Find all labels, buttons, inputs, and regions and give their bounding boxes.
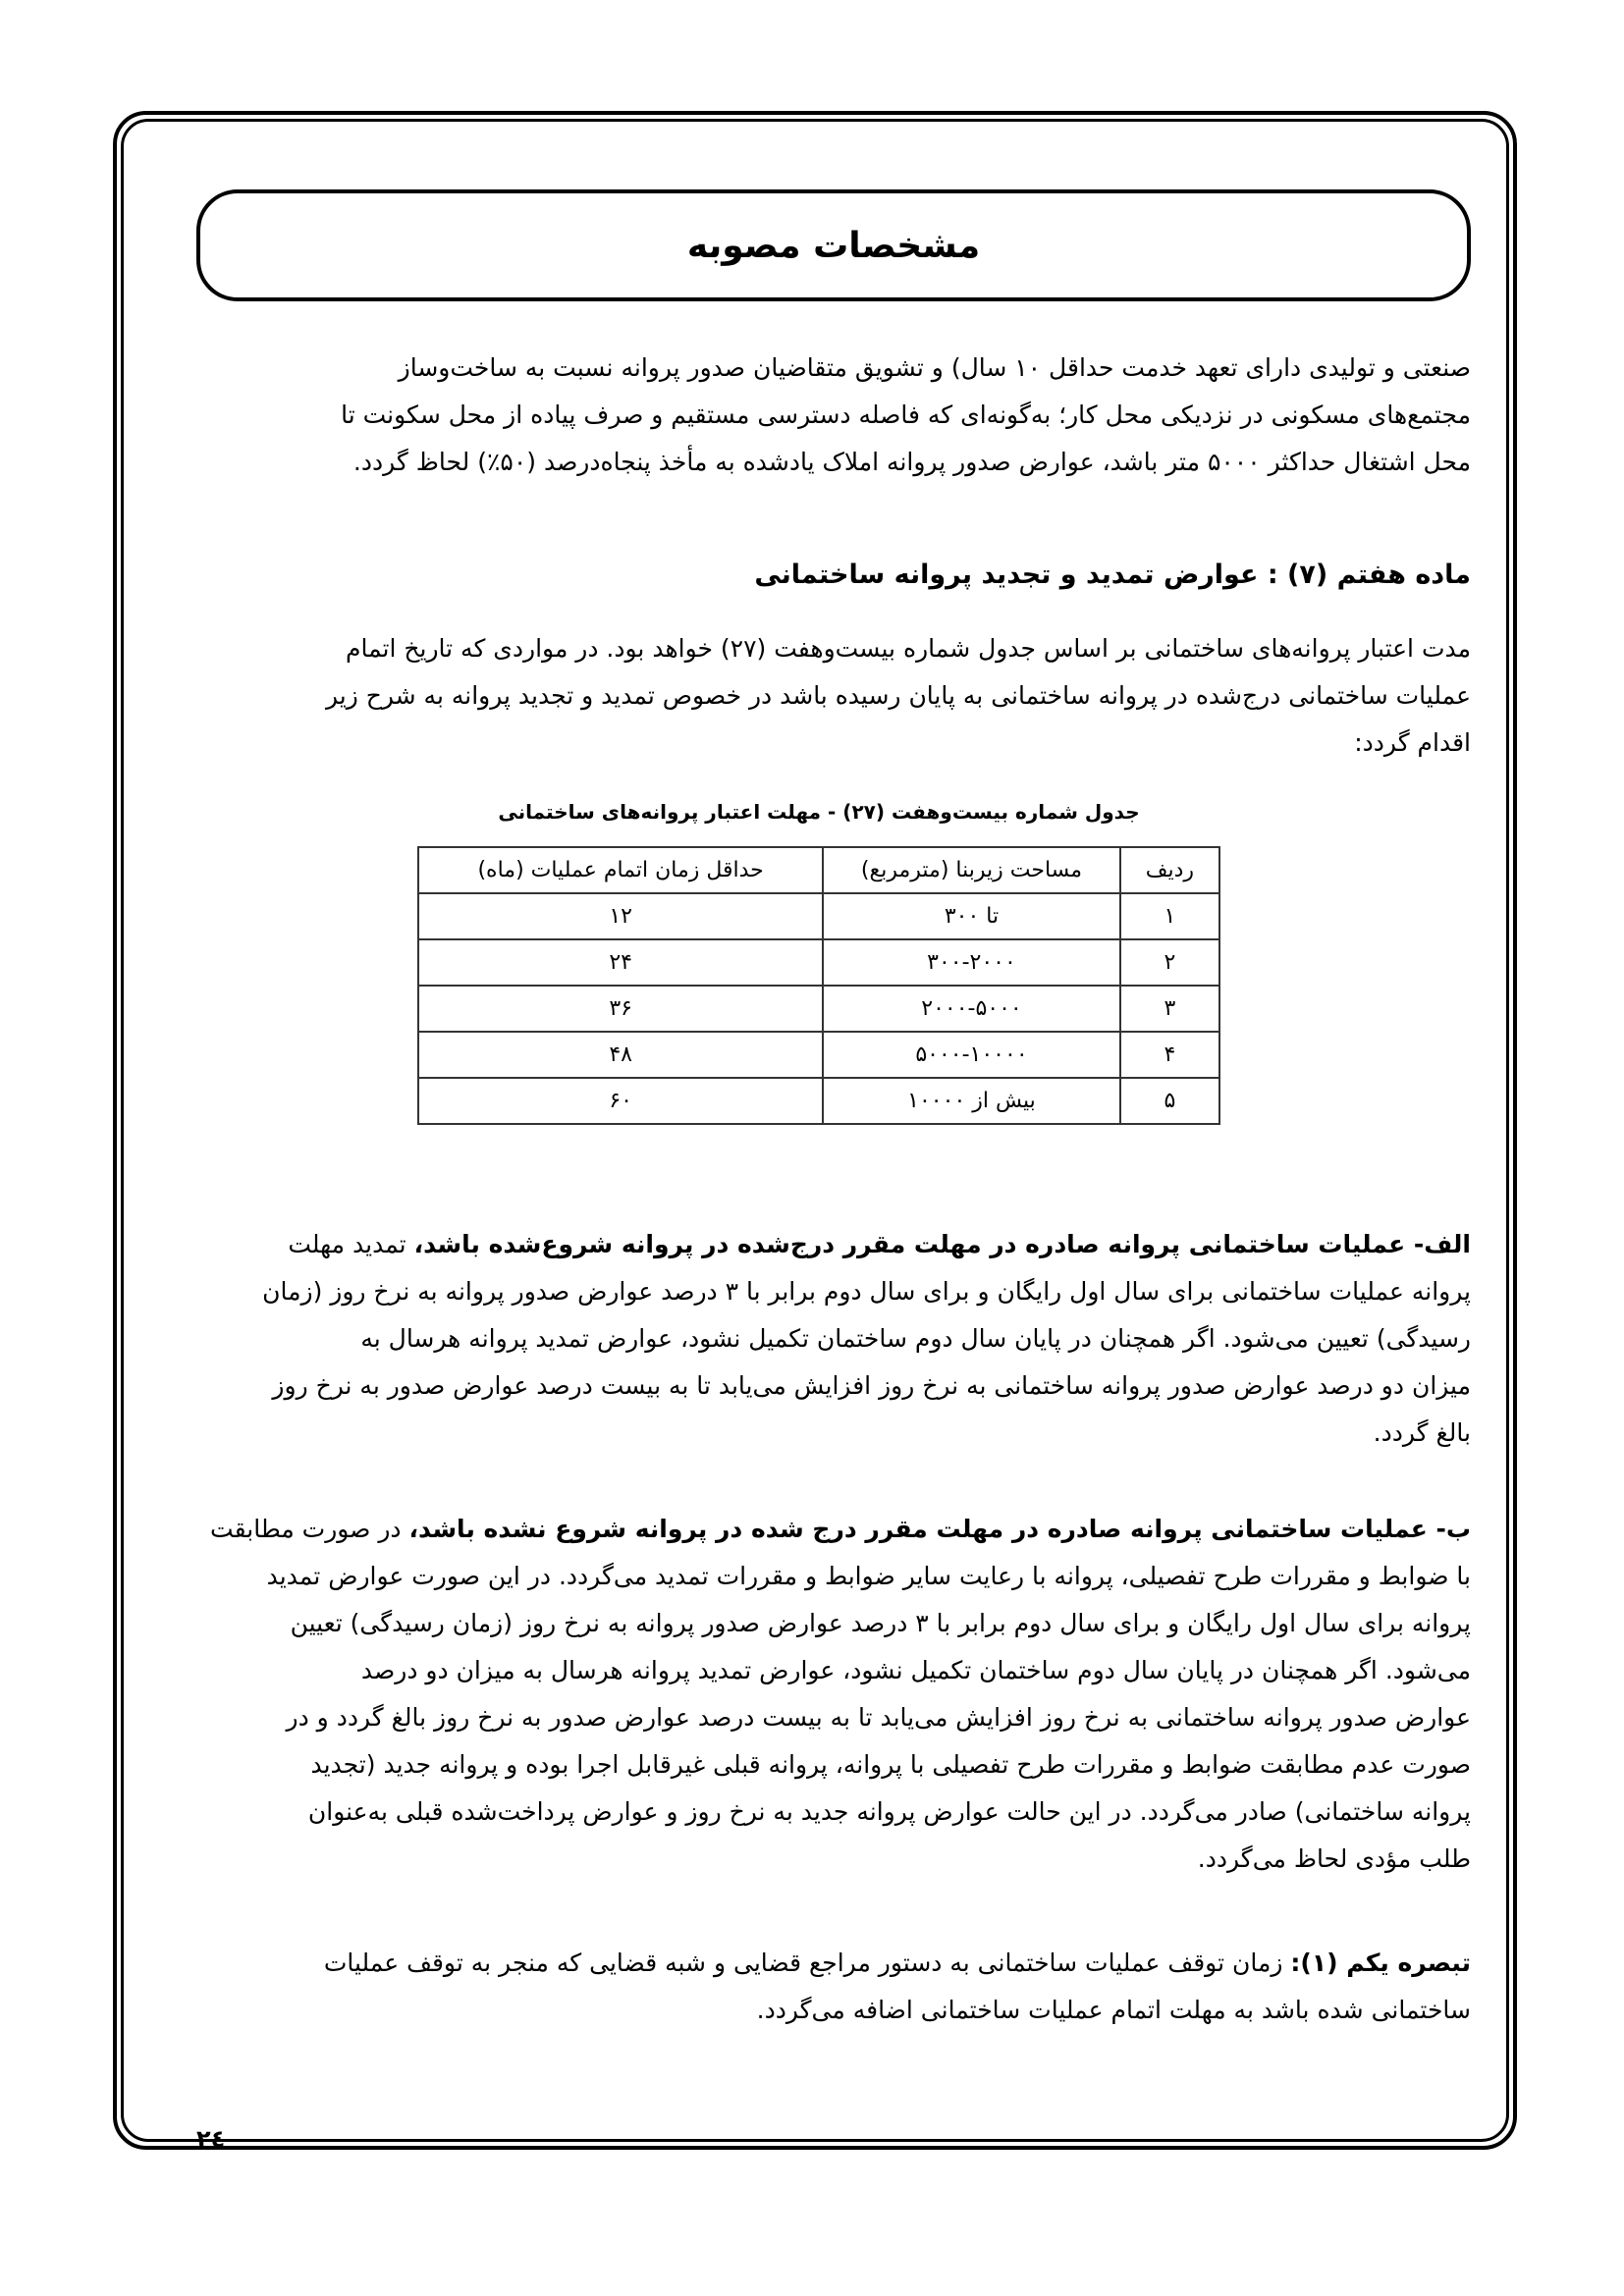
header-min-completion-time: حداقل زمان اتمام عملیات (ماه) — [418, 847, 823, 893]
table-row — [418, 939, 1219, 986]
cell-row-number: ۵ — [1120, 1078, 1219, 1124]
clause-alef — [196, 1221, 1471, 1457]
clause-be — [196, 1506, 1471, 1883]
clause-be-lead-rest: در صورت مطابقت — [210, 1515, 402, 1543]
cell-completion-months: ۱۲ — [418, 893, 823, 939]
validity-table — [417, 846, 1220, 1125]
cell-floor-area: ۲۰۰۰-۵۰۰۰ — [823, 986, 1119, 1032]
table-caption: جدول شماره بیست‌وهفت (۲۷) - مهلت اعتبار پروانه‌های ساختمانی — [498, 800, 1140, 824]
title-box — [196, 189, 1471, 301]
cell-floor-area: ۳۰۰-۲۰۰۰ — [823, 939, 1119, 986]
article-7-line: اقدام گردد: — [1354, 728, 1471, 757]
clause-alef-first-line — [196, 1221, 1471, 1268]
clause-be-line: عوارض صدور پروانه ساختمانی به نرخ روز افزایش می‌یابد تا به بیست درصد عوارض صدور به نرخ روز بالغ گردد و در — [286, 1703, 1471, 1732]
intro-paragraph — [196, 345, 1471, 486]
note-1-lead: تبصره یکم (۱): — [1290, 1949, 1471, 1977]
clause-be-line: با ضوابط و مقررات طرح تفصیلی، پروانه با رعایت سایر ضوابط و مقررات تمدید می‌گردد. در این صورت عوارض تمدید — [266, 1562, 1471, 1590]
article-7-line: مدت اعتبار پروانه‌های ساختمانی بر اساس جدول شماره بیست‌وهفت (۲۷) خواهد بود. در مواردی که تاریخ اتمام — [345, 634, 1471, 663]
cell-completion-months: ۳۶ — [418, 986, 823, 1032]
cell-row-number: ۲ — [1120, 939, 1219, 986]
clause-be-first-line — [196, 1506, 1471, 1553]
clause-alef-line: میزان دو درصد عوارض صدور پروانه ساختمانی به نرخ روز افزایش می‌یابد تا به بیست درصد عوارض صدور به نرخ روز — [272, 1371, 1471, 1400]
clause-be-line: پروانه برای سال اول رایگان و برای سال دوم برابر با ۳ درصد عوارض صدور پروانه به نرخ روز (زمان رسیدگی) تعیین — [290, 1609, 1471, 1637]
note-1-first-line — [196, 1940, 1471, 1987]
cell-completion-months: ۲۴ — [418, 939, 823, 986]
header-floor-area: مساحت زیربنا (مترمربع) — [823, 847, 1119, 893]
article-7-line: عملیات ساختمانی درج‌شده در پروانه ساختمانی به پایان رسیده باشد در خصوص تمدید و تجدید پروانه به شرح زیر — [325, 681, 1471, 710]
clause-alef-line: بالغ گردد. — [1373, 1418, 1471, 1447]
cell-row-number: ۳ — [1120, 986, 1219, 1032]
cell-floor-area: ۵۰۰۰-۱۰۰۰۰ — [823, 1032, 1119, 1078]
clause-alef-line: رسیدگی) تعیین می‌شود. اگر همچنان در پایان سال دوم ساختمان تکمیل نشود، عوارض تمدید پروانه هرسال به — [360, 1324, 1471, 1353]
clause-be-line: صورت عدم مطابقت ضوابط و مقررات طرح تفصیلی با پروانه، پروانه قبلی غیرقابل اجرا بوده و پروانه جدید (تجدید — [310, 1750, 1471, 1779]
cell-completion-months: ۶۰ — [418, 1078, 823, 1124]
intro-line: صنعتی و تولیدی دارای تعهد خدمت حداقل ۱۰ سال) و تشویق متقاضیان صدور پروانه نسبت به ساخت‌وساز — [398, 353, 1471, 382]
note-1-line: ساختمانی شده باشد به مهلت اتمام عملیات ساختمانی اضافه می‌گردد. — [756, 1996, 1471, 2024]
cell-floor-area: تا ۳۰۰ — [823, 893, 1119, 939]
note-1 — [196, 1940, 1471, 2034]
header-row-number: ردیف — [1120, 847, 1219, 893]
page-number: ۲٤ — [196, 2125, 226, 2153]
page-title: مشخصات مصوبه — [686, 225, 981, 266]
intro-line: محل اشتغال حداکثر ۵۰۰۰ متر باشد، عوارض صدور پروانه املاک یادشده به مأخذ پنجاه‌درصد (۵۰٪) لحاظ گردد. — [352, 448, 1471, 476]
clause-alef-lead-rest: تمدید مهلت — [288, 1230, 406, 1258]
clause-be-line: می‌شود. اگر همچنان در پایان سال دوم ساختمان تکمیل نشود، عوارض تمدید پروانه هرسال به میزان دو درصد — [360, 1656, 1471, 1684]
cell-row-number: ۱ — [1120, 893, 1219, 939]
table-row — [418, 1032, 1219, 1078]
cell-floor-area: بیش از ۱۰۰۰۰ — [823, 1078, 1119, 1124]
cell-row-number: ۴ — [1120, 1032, 1219, 1078]
table-row — [418, 893, 1219, 939]
clause-be-line: پروانه ساختمانی) صادر می‌گردد. در این حالت عوارض پروانه جدید به نرخ روز و عوارض پرداخت‌شده قبلی به‌عنوان — [307, 1797, 1471, 1826]
table-header-row — [418, 847, 1219, 893]
clause-alef-lead: الف- عملیات ساختمانی پروانه صادره در مهلت مقرر درج‌شده در پروانه شروع‌شده باشد، — [413, 1230, 1471, 1258]
cell-completion-months: ۴۸ — [418, 1032, 823, 1078]
clause-be-line: طلب مؤدی لحاظ می‌گردد. — [1197, 1844, 1471, 1873]
clause-alef-line: پروانه عملیات ساختمانی برای سال اول رایگان و برای سال دوم برابر با ۳ درصد عوارض صدور پروانه به نرخ روز (زمان — [262, 1277, 1471, 1306]
table-row — [418, 986, 1219, 1032]
note-1-lead-rest: زمان توقف عملیات ساختمانی به دستور مراجع قضایی و شبه قضایی که منجر به توقف عملیات — [323, 1949, 1283, 1977]
intro-line: مجتمع‌های مسکونی در نزدیکی محل کار؛ به‌گونه‌ای که فاصله دسترسی مستقیم و صرف پیاده از محل سکونت تا — [341, 400, 1471, 429]
clause-be-lead: ب- عملیات ساختمانی پروانه صادره در مهلت مقرر درج شده در پروانه شروع نشده باشد، — [408, 1515, 1471, 1543]
table-row — [418, 1078, 1219, 1124]
article-7-heading: ماده هفتم (۷) : عوارض تمدید و تجدید پروانه ساختمانی — [754, 560, 1471, 590]
article-7-paragraph — [196, 625, 1471, 767]
